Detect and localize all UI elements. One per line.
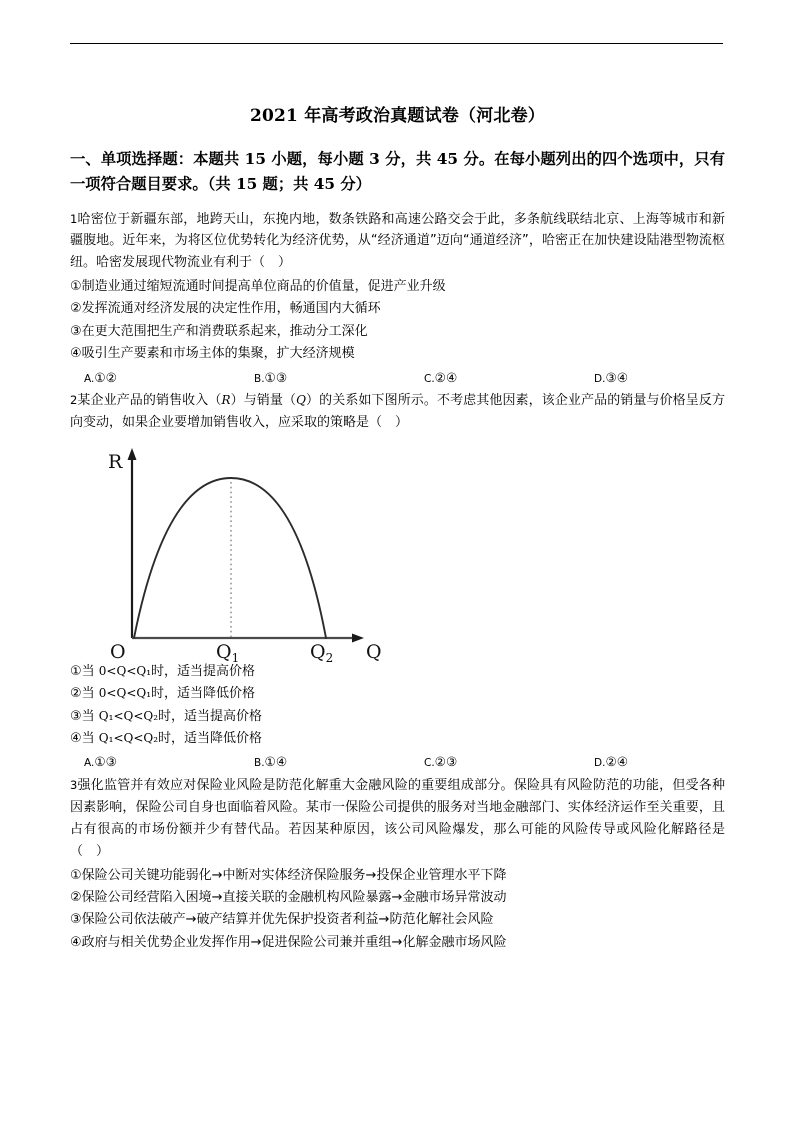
question-1-number: 1 bbox=[70, 211, 78, 226]
question-1 bbox=[70, 209, 725, 389]
question-2-answer-d[interactable]: D.②④ bbox=[594, 754, 629, 770]
question-1-statement-2: ②发挥流通对经济发展的决定性作用，畅通国内大循环 bbox=[70, 301, 381, 317]
question-1-answer-d[interactable]: D.③④ bbox=[594, 369, 629, 385]
origin-label: O bbox=[110, 641, 126, 664]
question-3-stem bbox=[70, 775, 725, 862]
question-2-answer-b[interactable]: B.①④ bbox=[254, 754, 288, 770]
question-2-statement-2: ②当 0<Q<Q₁时，适当降低价格 bbox=[70, 686, 256, 702]
question-3-text: 强化监管并有效应对保险业风险是防范化解重大金融风险的重要组成部分。保险具有风险防范的功能，但受各种因素影响，保险公司自身也面临着风险。某市一保险公司提供的服务对当地金融部门、实体经济运作至关重要，且占有很高的市场份额并少有替代品。若因某种原因，该公司风险爆发，那么可能的风险传导或风险化解路径是（ ） bbox=[70, 778, 725, 859]
revenue-curve-figure bbox=[88, 442, 388, 666]
question-2-number: 2 bbox=[70, 393, 78, 408]
question-2-text-part3: ）的关系如下图所示。不考虑其他因素，该企业产品的销量与价格呈反方向变动，如果企业要增加销售收入，应采取的策略是（ ） bbox=[70, 393, 725, 431]
question-2-answer-a[interactable]: A.①③ bbox=[84, 754, 117, 770]
question-1-answer-c[interactable]: C.②④ bbox=[424, 369, 458, 385]
question-1-answer-a[interactable]: A.①② bbox=[84, 369, 117, 385]
question-2-answer-c[interactable]: C.②③ bbox=[424, 754, 458, 770]
x-axis-label: Q bbox=[366, 641, 382, 664]
question-3 bbox=[70, 775, 725, 954]
q1-tick-label: $Q_1$ bbox=[216, 641, 240, 666]
question-3-statement-3: ③保险公司依法破产→破产结算并优先保护投资者利益→防范化解社会风险 bbox=[70, 912, 494, 928]
question-1-text: 哈密位于新疆东部，地跨天山，东挽内地，数条铁路和高速公路交会于此，多条航线联结北京、上海等城市和新疆腹地。近年来，为将区位优势转化为经济优势，从“经济通道”迈向“通道经济”，哈密正在加快建设陆港型物流枢纽。哈密发展现代物流业有利于（ ） bbox=[70, 211, 725, 271]
question-1-answers bbox=[70, 367, 725, 389]
header-divider bbox=[70, 43, 723, 44]
question-1-stem bbox=[70, 209, 725, 274]
y-axis-arrow bbox=[128, 448, 137, 460]
question-3-statement-4: ④政府与相关优势企业发挥作用→促进保险公司兼并重组→化解金融市场风险 bbox=[70, 934, 507, 950]
q2-tick-label: $Q_2$ bbox=[310, 641, 334, 666]
question-2-text-part1: 某企业产品的销售收入（ bbox=[77, 393, 222, 409]
x-axis-arrow bbox=[352, 634, 364, 643]
question-2-answers bbox=[70, 751, 725, 773]
question-3-statement-2: ②保险公司经营陷入困境→直接关联的金融机构风险暴露→金融市场异常波动 bbox=[70, 890, 507, 905]
question-2-statement-3: ③当 Q₁<Q<Q₂时，适当提高价格 bbox=[70, 708, 263, 724]
revenue-curve bbox=[134, 478, 326, 638]
y-axis-label: R bbox=[108, 451, 123, 474]
question-3-statement-1: ①保险公司关键功能弱化→中断对实体经济保险服务→投保企业管理水平下降 bbox=[70, 867, 507, 883]
question-1-answer-b[interactable]: B.①③ bbox=[254, 369, 288, 385]
question-3-number: 3 bbox=[70, 778, 78, 793]
question-2-var-r: R bbox=[221, 393, 231, 408]
question-1-statement-4: ④吸引生产要素和市场主体的集聚，扩大经济规模 bbox=[70, 346, 355, 362]
question-2-text-part2: ）与销量（ bbox=[230, 393, 297, 409]
document-body bbox=[70, 105, 725, 954]
question-1-statement-3: ③在更大范围把生产和消费联系起来，推动分工深化 bbox=[70, 323, 368, 339]
question-2 bbox=[70, 390, 725, 773]
question-2-statement-1: ①当 0<Q<Q₁时，适当提高价格 bbox=[70, 664, 256, 680]
question-2-statement-4: ④当 Q₁<Q<Q₂时，适当降低价格 bbox=[70, 731, 263, 747]
page-title: 2021 年高考政治真题试卷（河北卷） bbox=[249, 106, 546, 126]
question-1-statement-1: ①制造业通过缩短流通时间提高单位商品的价值量，促进产业升级 bbox=[70, 279, 446, 295]
revenue-curve-svg bbox=[88, 442, 388, 666]
question-2-stem bbox=[70, 390, 725, 434]
question-2-var-q: Q bbox=[296, 393, 306, 408]
section-heading: 一、单项选择题：本题共 15 小题，每小题 3 分，共 45 分。在每小题列出的四个选项中，只有一项符合题目要求。（共 15 题；共 45 分） bbox=[70, 150, 725, 193]
